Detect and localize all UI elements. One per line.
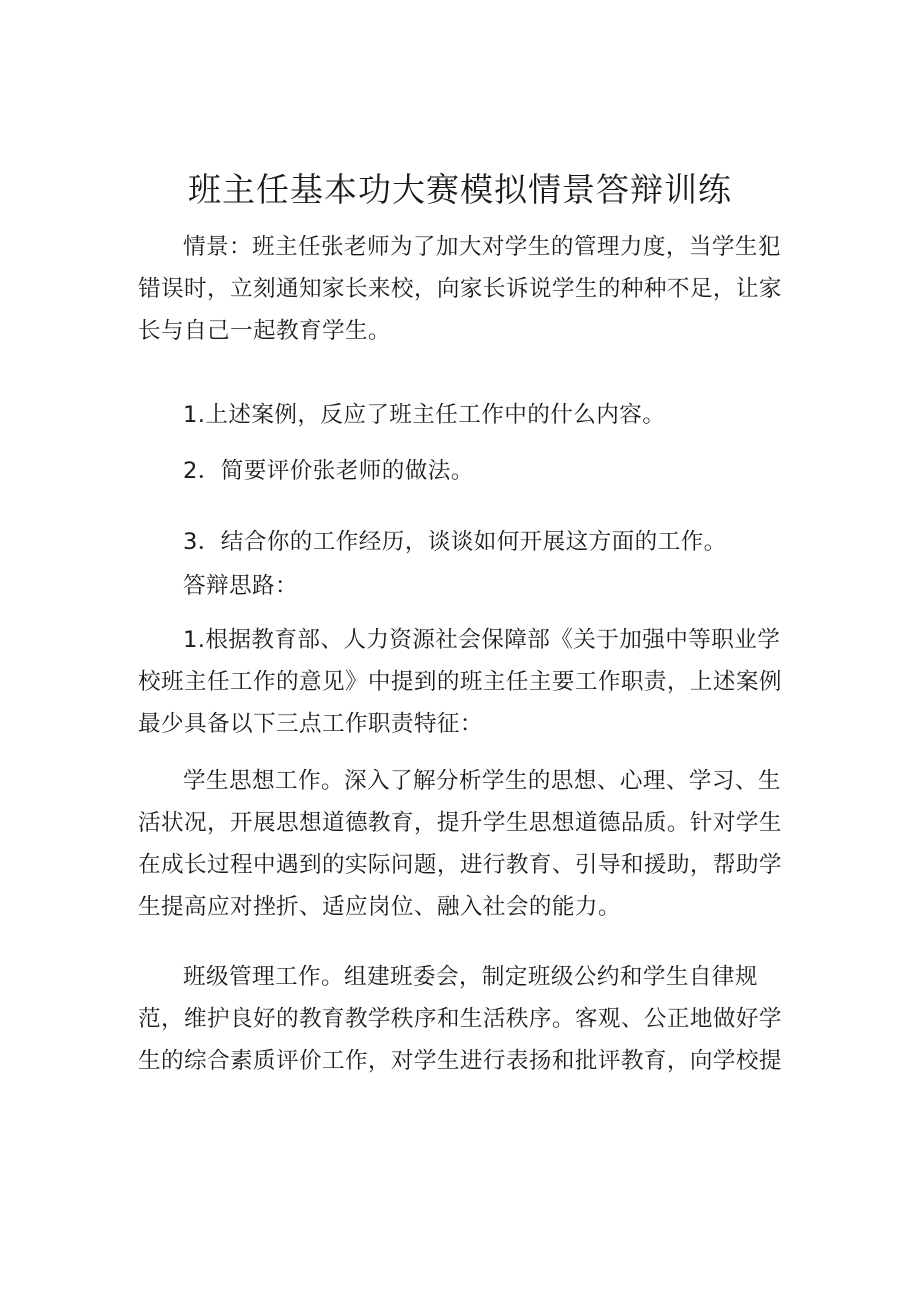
class-management-paragraph: 班级管理工作。组建班委会，制定班级公约和学生自律规范，维护良好的教育教学秩序和生活秩序。客观、公正地做好学生的综合素质评价工作，对学生进行表扬和批评教育，向学校提 [138, 964, 782, 1074]
question-2: 2．简要评价张老师的做法。 [183, 458, 474, 484]
question-1: 1.上述案例，反应了班主任工作中的什么内容。 [183, 402, 666, 428]
answer-1-paragraph: 1.根据教育部、人力资源社会保障部《关于加强中等职业学校班主任工作的意见》中提到的班主任主要工作职责，上述案例最少具备以下三点工作职责特征： [138, 627, 782, 737]
student-work-paragraph: 学生思想工作。深入了解分析学生的思想、心理、学习、生活状况，开展思想道德教育，提升学生思想道德品质。针对学生在成长过程中遇到的实际问题，进行教育、引导和援助，帮助学生提高应对挫折、适应岗位、融入社会的能力。 [138, 768, 782, 920]
question-3: 3．结合你的工作经历，谈谈如何开展这方面的工作。 [183, 529, 727, 555]
scene-paragraph: 情景：班主任张老师为了加大对学生的管理力度，当学生犯错误时，立刻通知家长来校，向家长诉说学生的种种不足，让家长与自己一起教育学生。 [138, 234, 782, 344]
document-title: 班主任基本功大赛模拟情景答辩训练 [188, 170, 732, 209]
thinking-heading: 答辩思路： [183, 573, 298, 599]
